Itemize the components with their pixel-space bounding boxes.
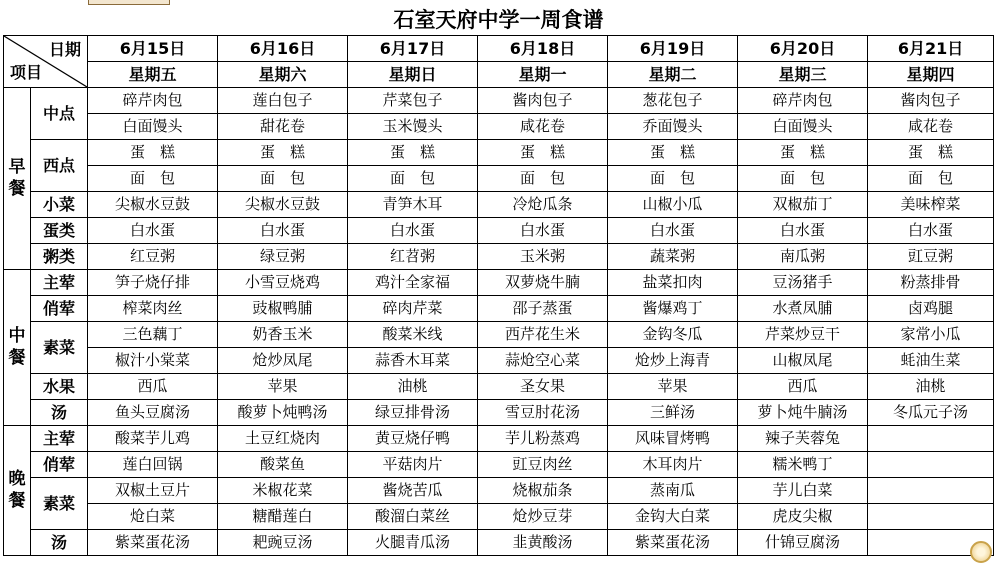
dish-cell: 火腿青瓜汤 (348, 530, 478, 556)
dish-cell: 玉米馒头 (348, 114, 478, 140)
dish-cell: 酱烧苦瓜 (348, 478, 478, 504)
dish-cell: 双椒土豆片 (88, 478, 218, 504)
dish-cell: 粉蒸排骨 (868, 270, 994, 296)
corner-date-label: 日期 (48, 40, 81, 59)
menu-row (4, 218, 994, 244)
dish-cell: 家常小瓜 (868, 322, 994, 348)
dish-cell: 咸花卷 (478, 114, 608, 140)
meal-label-dinner (4, 426, 31, 556)
date-header-cell: 6月15日 (88, 36, 218, 62)
dish-cell: 面 包 (348, 166, 478, 192)
dish-cell: 芹菜包子 (348, 88, 478, 114)
menu-row (4, 322, 994, 348)
menu-row (4, 530, 994, 556)
dish-cell: 糯米鸭丁 (738, 452, 868, 478)
date-header-cell: 6月18日 (478, 36, 608, 62)
dish-cell: 冬瓜元子汤 (868, 400, 994, 426)
dish-cell: 蚝油生菜 (868, 348, 994, 374)
dish-cell: 尖椒水豆鼓 (218, 192, 348, 218)
dish-cell: 苹果 (218, 374, 348, 400)
category-label-qiaohun: 俏荤 (31, 452, 88, 478)
dish-cell: 碎芹肉包 (88, 88, 218, 114)
dish-cell: 面 包 (478, 166, 608, 192)
dish-cell: 玉米粥 (478, 244, 608, 270)
dish-cell: 紫菜蛋花汤 (88, 530, 218, 556)
dish-cell: 小雪豆烧鸡 (218, 270, 348, 296)
dish-cell: 豇豆粥 (868, 244, 994, 270)
dish-cell: 蛋 糕 (868, 140, 994, 166)
corner-item-label: 项目 (10, 63, 43, 82)
dish-cell: 白水蛋 (478, 218, 608, 244)
dish-cell: 炝白菜 (88, 504, 218, 530)
dish-cell: 笋子烧仔排 (88, 270, 218, 296)
weekday-header-cell: 星期二 (608, 62, 738, 88)
menu-row (4, 426, 994, 452)
dish-cell: 苹果 (608, 374, 738, 400)
meal-label-text: 中餐 (8, 326, 26, 368)
meal-label-text: 晚餐 (8, 469, 26, 511)
dish-cell: 南瓜粥 (738, 244, 868, 270)
menu-row (4, 166, 994, 192)
seal-icon (970, 541, 992, 563)
dish-cell: 酸萝卜炖鸭汤 (218, 400, 348, 426)
dish-cell (868, 478, 994, 504)
dish-cell: 白水蛋 (88, 218, 218, 244)
dish-cell: 三鲜汤 (608, 400, 738, 426)
category-label-qiaohun: 俏荤 (31, 296, 88, 322)
dish-cell: 面 包 (738, 166, 868, 192)
dish-cell: 绿豆粥 (218, 244, 348, 270)
menu-row (4, 192, 994, 218)
dish-cell: 西瓜 (738, 374, 868, 400)
dish-cell: 炝炒上海青 (608, 348, 738, 374)
meal-label-text: 早餐 (8, 157, 26, 199)
dish-cell: 紫菜蛋花汤 (608, 530, 738, 556)
dish-cell: 冷炝瓜条 (478, 192, 608, 218)
dish-cell: 酱爆鸡丁 (608, 296, 738, 322)
dish-cell: 白水蛋 (868, 218, 994, 244)
menu-row (4, 452, 994, 478)
dish-cell: 碎肉芹菜 (348, 296, 478, 322)
category-label-xidian: 西点 (31, 140, 88, 192)
dish-cell: 酱肉包子 (478, 88, 608, 114)
date-header-cell: 6月16日 (218, 36, 348, 62)
menu-row (4, 140, 994, 166)
dish-cell: 莲白包子 (218, 88, 348, 114)
corner-header-cell (4, 36, 88, 88)
dish-cell (868, 452, 994, 478)
menu-row (4, 244, 994, 270)
dish-cell: 木耳肉片 (608, 452, 738, 478)
dish-cell: 油桃 (868, 374, 994, 400)
date-header-cell: 6月21日 (868, 36, 994, 62)
dish-cell: 糖醋莲白 (218, 504, 348, 530)
dish-cell: 美味榨菜 (868, 192, 994, 218)
dish-cell: 雪豆肘花汤 (478, 400, 608, 426)
date-header-cell: 6月19日 (608, 36, 738, 62)
dish-cell: 面 包 (218, 166, 348, 192)
dish-cell: 山椒小瓜 (608, 192, 738, 218)
weekday-header-cell: 星期三 (738, 62, 868, 88)
dish-cell: 鱼头豆腐汤 (88, 400, 218, 426)
dish-cell: 豇豆肉丝 (478, 452, 608, 478)
category-label-tang: 汤 (31, 530, 88, 556)
dish-cell: 蛋 糕 (478, 140, 608, 166)
dish-cell: 米椒花菜 (218, 478, 348, 504)
dish-cell: 金钩大白菜 (608, 504, 738, 530)
menu-row (4, 296, 994, 322)
weekday-header-cell: 星期四 (868, 62, 994, 88)
date-header-cell: 6月20日 (738, 36, 868, 62)
dish-cell: 酸菜鱼 (218, 452, 348, 478)
dish-cell: 炝炒豆芽 (478, 504, 608, 530)
dish-cell: 白水蛋 (608, 218, 738, 244)
dish-cell: 豆汤猪手 (738, 270, 868, 296)
meal-label-breakfast (4, 88, 31, 270)
category-label-zhuhun: 主荤 (31, 426, 88, 452)
date-row (4, 36, 994, 62)
dish-cell: 水煮凤脯 (738, 296, 868, 322)
dish-cell: 炝炒凤尾 (218, 348, 348, 374)
category-label-zhuhun: 主荤 (31, 270, 88, 296)
dish-cell: 白面馒头 (738, 114, 868, 140)
dish-cell (868, 426, 994, 452)
category-label-danlei: 蛋类 (31, 218, 88, 244)
weekday-row (4, 62, 994, 88)
dish-cell: 蒜香木耳菜 (348, 348, 478, 374)
dish-cell: 豉椒鸭脯 (218, 296, 348, 322)
dish-cell: 绿豆排骨汤 (348, 400, 478, 426)
dish-cell: 榨菜肉丝 (88, 296, 218, 322)
dish-cell: 西芹花生米 (478, 322, 608, 348)
weekly-menu-table (3, 5, 994, 556)
dish-cell: 蒜炝空心菜 (478, 348, 608, 374)
date-header-cell: 6月17日 (348, 36, 478, 62)
dish-cell: 黄豆烧仔鸭 (348, 426, 478, 452)
dish-cell: 葱花包子 (608, 88, 738, 114)
dish-cell: 双萝烧牛腩 (478, 270, 608, 296)
dish-cell: 辣子芙蓉兔 (738, 426, 868, 452)
dish-cell: 蒸南瓜 (608, 478, 738, 504)
category-label-zhoulei: 粥类 (31, 244, 88, 270)
category-label-zhongdian: 中点 (31, 88, 88, 140)
dish-cell: 酸溜白菜丝 (348, 504, 478, 530)
dish-cell: 白面馒头 (88, 114, 218, 140)
category-label-xiaocai: 小菜 (31, 192, 88, 218)
dish-cell: 三色藕丁 (88, 322, 218, 348)
dish-cell: 韭黄酸汤 (478, 530, 608, 556)
weekday-header-cell: 星期六 (218, 62, 348, 88)
dish-cell: 蔬菜粥 (608, 244, 738, 270)
dish-cell: 蛋 糕 (738, 140, 868, 166)
dish-cell: 平菇肉片 (348, 452, 478, 478)
dish-cell: 烧椒茄条 (478, 478, 608, 504)
dish-cell: 酸菜芋儿鸡 (88, 426, 218, 452)
menu-row (4, 114, 994, 140)
dish-cell: 芋儿粉蒸鸡 (478, 426, 608, 452)
dish-cell: 卤鸡腿 (868, 296, 994, 322)
dish-cell: 面 包 (868, 166, 994, 192)
menu-row (4, 478, 994, 504)
category-label-sucai: 素菜 (31, 478, 88, 530)
dish-cell: 蛋 糕 (88, 140, 218, 166)
dish-cell: 耙豌豆汤 (218, 530, 348, 556)
dish-cell: 土豆红烧肉 (218, 426, 348, 452)
dish-cell: 椒汁小棠菜 (88, 348, 218, 374)
menu-row (4, 348, 994, 374)
dish-cell: 圣女果 (478, 374, 608, 400)
dish-cell: 邵子蒸蛋 (478, 296, 608, 322)
dish-cell: 风味冒烤鸭 (608, 426, 738, 452)
dish-cell: 面 包 (608, 166, 738, 192)
title-row (4, 5, 994, 36)
menu-table-body (4, 5, 994, 556)
dish-cell: 红豆粥 (88, 244, 218, 270)
weekday-header-cell: 星期五 (88, 62, 218, 88)
category-label-tang: 汤 (31, 400, 88, 426)
dish-cell: 酸菜米线 (348, 322, 478, 348)
menu-row (4, 400, 994, 426)
dish-cell: 白水蛋 (738, 218, 868, 244)
menu-row (4, 88, 994, 114)
dish-cell (868, 504, 994, 530)
dish-cell: 油桃 (348, 374, 478, 400)
menu-row (4, 270, 994, 296)
dish-cell: 咸花卷 (868, 114, 994, 140)
dish-cell: 芹菜炒豆干 (738, 322, 868, 348)
dish-cell: 奶香玉米 (218, 322, 348, 348)
dish-cell: 碎芹肉包 (738, 88, 868, 114)
dish-cell: 酱肉包子 (868, 88, 994, 114)
dish-cell: 萝卜炖牛腩汤 (738, 400, 868, 426)
meal-label-lunch (4, 270, 31, 426)
menu-row (4, 504, 994, 530)
dish-cell: 红苕粥 (348, 244, 478, 270)
dish-cell: 鸡汁全家福 (348, 270, 478, 296)
dish-cell: 白水蛋 (218, 218, 348, 244)
category-label-sucai: 素菜 (31, 322, 88, 374)
category-label-shuiguo: 水果 (31, 374, 88, 400)
dish-cell: 什锦豆腐汤 (738, 530, 868, 556)
dish-cell: 尖椒水豆鼓 (88, 192, 218, 218)
dish-cell: 乔面馒头 (608, 114, 738, 140)
dish-cell: 蛋 糕 (218, 140, 348, 166)
dish-cell: 甜花卷 (218, 114, 348, 140)
weekday-header-cell: 星期一 (478, 62, 608, 88)
dish-cell: 山椒凤尾 (738, 348, 868, 374)
dish-cell: 面 包 (88, 166, 218, 192)
dish-cell: 芋儿白菜 (738, 478, 868, 504)
menu-title: 石室天府中学一周食谱 (4, 5, 994, 36)
dish-cell: 金钩冬瓜 (608, 322, 738, 348)
dish-cell: 西瓜 (88, 374, 218, 400)
dish-cell: 莲白回锅 (88, 452, 218, 478)
weekday-header-cell: 星期日 (348, 62, 478, 88)
dish-cell: 青笋木耳 (348, 192, 478, 218)
dish-cell: 白水蛋 (348, 218, 478, 244)
dish-cell: 蛋 糕 (608, 140, 738, 166)
menu-row (4, 374, 994, 400)
dish-cell: 蛋 糕 (348, 140, 478, 166)
dish-cell: 双椒茄丁 (738, 192, 868, 218)
dish-cell: 虎皮尖椒 (738, 504, 868, 530)
dish-cell: 盐菜扣肉 (608, 270, 738, 296)
